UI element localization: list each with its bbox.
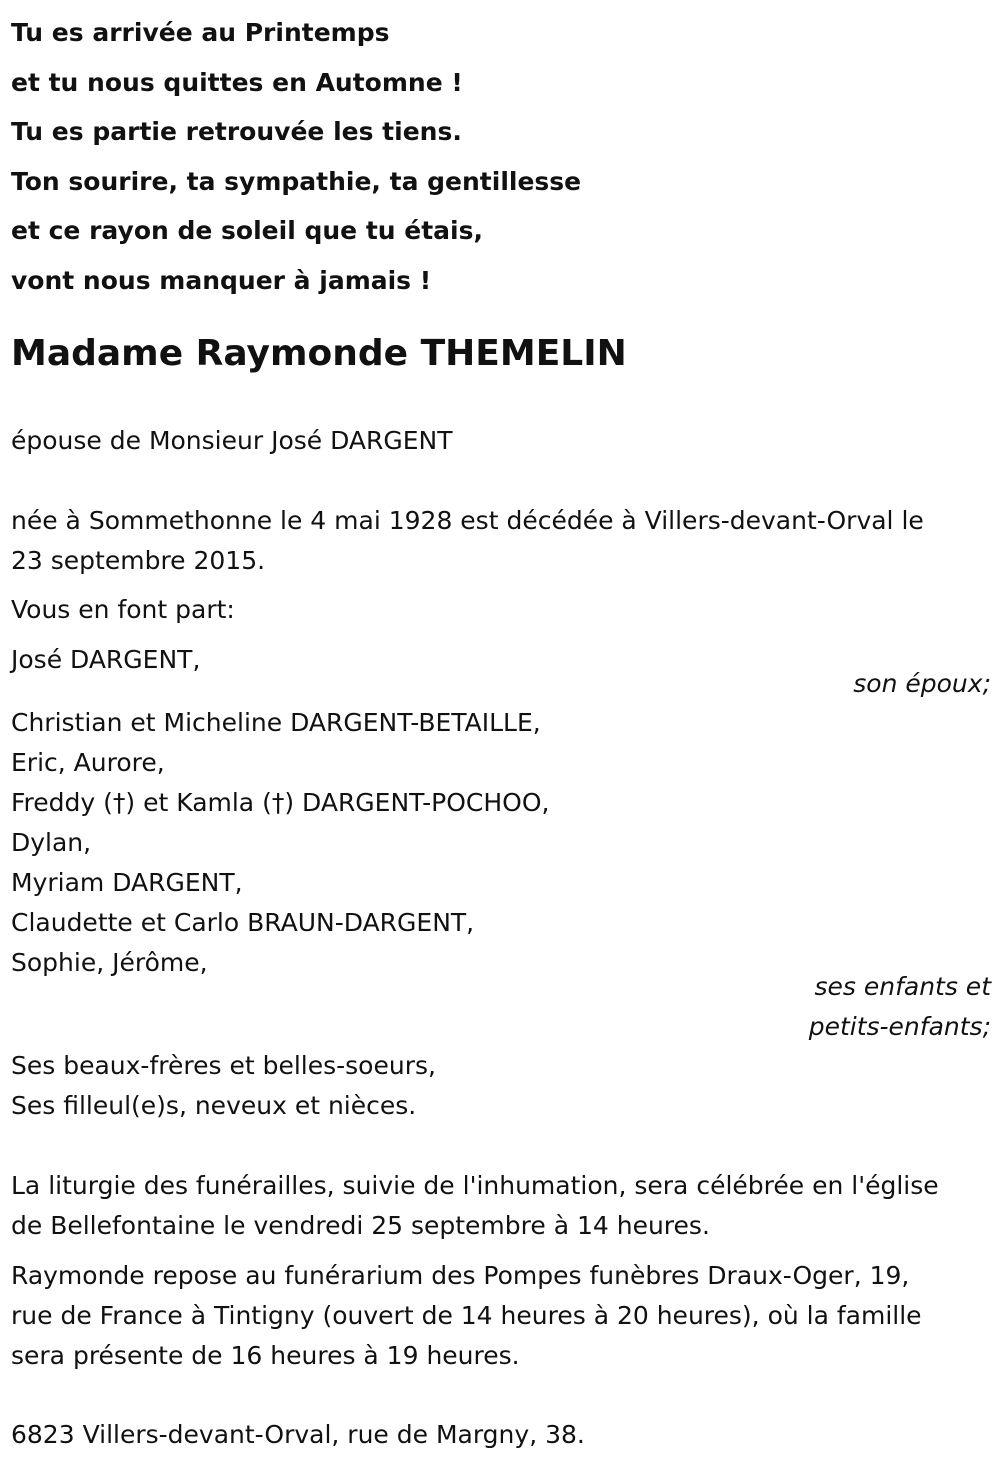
list-item: Myriam DARGENT, <box>11 868 243 897</box>
list-item: Freddy (†) et Kamla (†) DARGENT-POCHOO, <box>11 788 550 817</box>
poem-line: et ce rayon de soleil que tu étais, <box>11 216 483 246</box>
list-item: Eric, Aurore, <box>11 748 165 777</box>
spouse-entry: José DARGENT, <box>11 645 201 674</box>
poem-line: Ton sourire, ta sympathie, ta gentillesse <box>11 166 582 196</box>
list-item: Ses filleul(e)s, neveux et nièces. <box>11 1091 417 1120</box>
liturgy-line: La liturgie des funérailles, suivie de l'inhumation, sera célébrée en l'église <box>11 1171 939 1200</box>
rest-line: sera présente de 16 heures à 19 heures. <box>11 1341 520 1370</box>
list-item: Dylan, <box>11 828 92 857</box>
rest-line: rue de France à Tintigny (ouvert de 14 heures à 20 heures), où la famille <box>11 1301 922 1330</box>
liturgy-line: de Bellefontaine le vendredi 25 septembre à 14 heures. <box>11 1211 710 1240</box>
children-role: ses enfants et <box>814 972 991 1001</box>
poem <box>11 8 581 306</box>
list-item: Claudette et Carlo BRAUN-DARGENT, <box>11 908 475 937</box>
list-item: Sophie, Jérôme, <box>11 948 208 977</box>
birth-death-line: 23 septembre 2015. <box>11 546 266 575</box>
poem-line: et tu nous quittes en Automne ! <box>11 67 463 97</box>
poem-line: Tu es partie retrouvée les tiens. <box>11 117 462 147</box>
deceased-name: Madame Raymonde THEMELIN <box>11 333 627 374</box>
poem-line: vont nous manquer à jamais ! <box>11 265 432 295</box>
rest-line: Raymonde repose au funérarium des Pompes funèbres Draux-Oger, 19, <box>11 1261 910 1290</box>
other-relatives <box>11 1046 436 1126</box>
spouse-role: son époux; <box>853 669 991 698</box>
list-item: Ses beaux-frères et belles-soeurs, <box>11 1051 436 1080</box>
spouse-line: épouse de Monsieur José DARGENT <box>11 426 453 455</box>
list-item: Christian et Micheline DARGENT-BETAILLE, <box>11 708 541 737</box>
children-role: petits-enfants; <box>808 1012 991 1041</box>
children-list <box>11 703 550 983</box>
poem-line: Tu es arrivée au Printemps <box>11 18 390 47</box>
announcement-intro: Vous en font part: <box>11 595 235 624</box>
birth-death-line: née à Sommethonne le 4 mai 1928 est décédée à Villers-devant-Orval le <box>11 506 924 535</box>
address: 6823 Villers-devant-Orval, rue de Margny, 38. <box>11 1420 585 1449</box>
